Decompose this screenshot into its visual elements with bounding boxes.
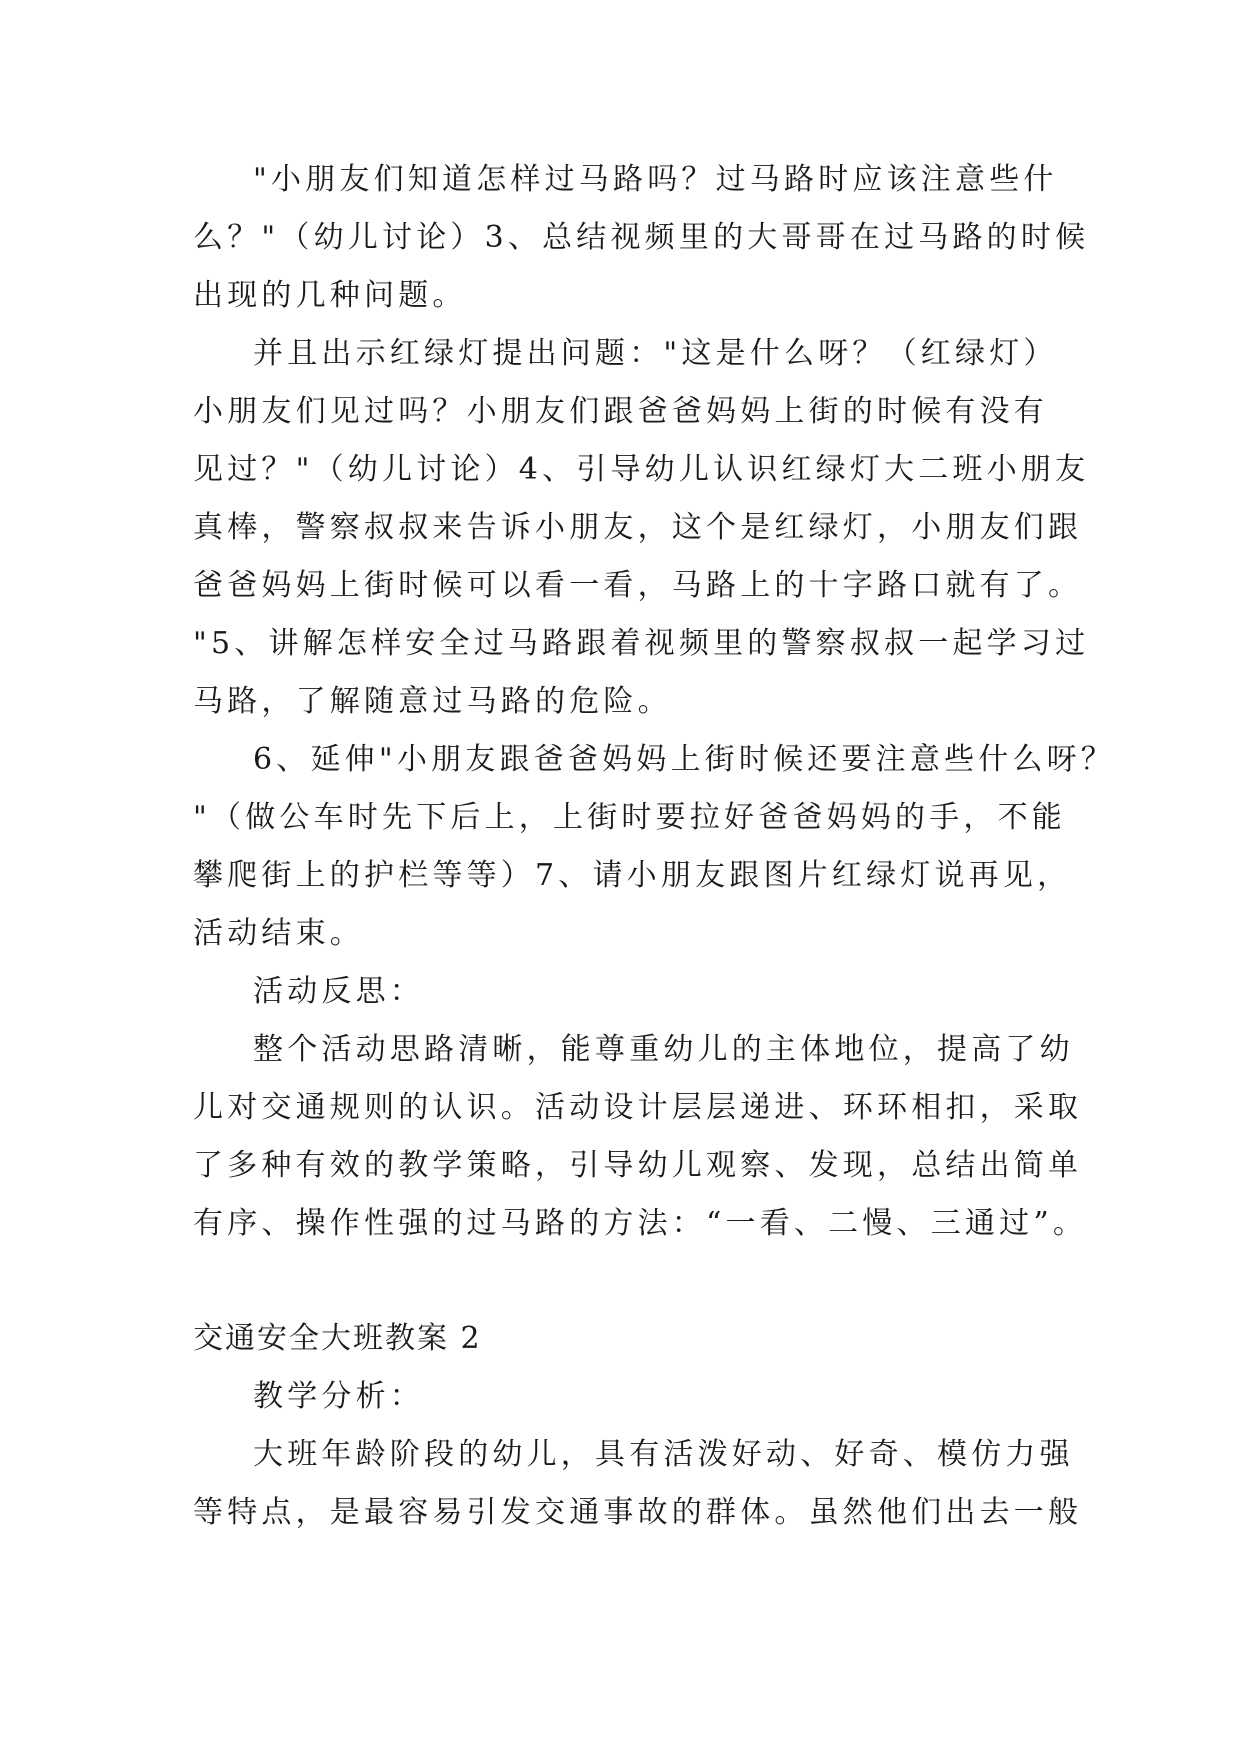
paragraph-line: 爸爸妈妈上街时候可以看一看，马路上的十字路口就有了。 xyxy=(193,568,1083,603)
paragraph-line: 么？"（幼儿讨论）3、总结视频里的大哥哥在过马路的时候 xyxy=(193,220,1090,255)
paragraph-line: 攀爬街上的护栏等等）7、请小朋友跟图片红绿灯说再见， xyxy=(193,858,1072,893)
paragraph-line: 马路，了解随意过马路的危险。 xyxy=(193,684,672,719)
paragraph-line: "（做公车时先下后上，上街时要拉好爸爸妈妈的手，不能 xyxy=(193,800,1066,835)
paragraph-line: 出现的几种问题。 xyxy=(193,278,467,313)
paragraph-line: 大班年龄阶段的幼儿，具有活泼好动、好奇、模仿力强 xyxy=(253,1437,1074,1472)
paragraph-line: 真棒，警察叔叔来告诉小朋友，这个是红绿灯，小朋友们跟 xyxy=(193,510,1083,545)
paragraph-line: 小朋友们见过吗？小朋友们跟爸爸妈妈上街的时候有没有 xyxy=(193,394,1048,429)
paragraph-line: "小朋友们知道怎样过马路吗？过马路时应该注意些什 xyxy=(253,162,1058,197)
section-heading: 交通安全大班教案 2 xyxy=(193,1321,482,1356)
paragraph-line: 了多种有效的教学策略，引导幼儿观察、发现，总结出简单 xyxy=(193,1148,1083,1183)
paragraph-line: 6、延伸"小朋友跟爸爸妈妈上街时候还要注意些什么呀？ xyxy=(253,742,1116,777)
paragraph-line: 整个活动思路清晰，能尊重幼儿的主体地位，提高了幼 xyxy=(253,1032,1074,1067)
paragraph-line: 儿对交通规则的认识。活动设计层层递进、环环相扣，采取 xyxy=(193,1090,1083,1125)
section-label: 活动反思： xyxy=(253,974,424,1009)
paragraph-line: 等特点，是最容易引发交通事故的群体。虽然他们出去一般 xyxy=(193,1495,1083,1530)
paragraph-line: 见过？"（幼儿讨论）4、引导幼儿认识红绿灯大二班小朋友 xyxy=(193,452,1090,487)
paragraph-line: 活动结束。 xyxy=(193,916,364,951)
paragraph-line: 并且出示红绿灯提出问题："这是什么呀？（红绿灯） xyxy=(253,336,1058,371)
section-label: 教学分析： xyxy=(253,1379,424,1414)
paragraph-line: 有序、操作性强的过马路的方法：“一看、二慢、三通过”。 xyxy=(193,1206,1088,1241)
paragraph-line: "5、讲解怎样安全过马路跟着视频里的警察叔叔一起学习过 xyxy=(193,626,1090,661)
